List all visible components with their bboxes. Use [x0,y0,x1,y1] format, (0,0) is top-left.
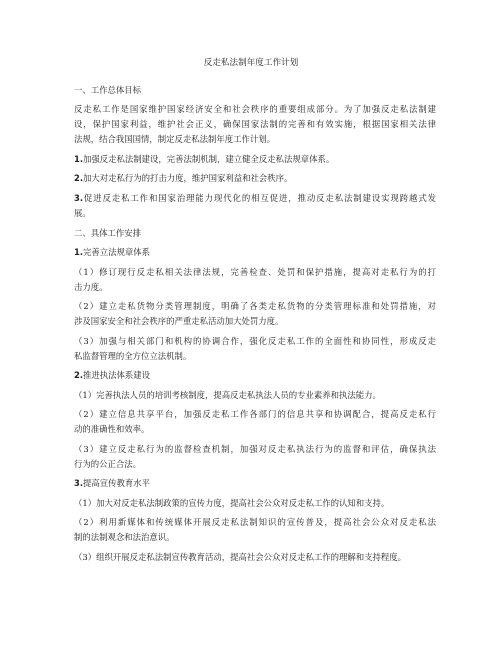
paragraph-line: 法规，结合我国国情，制定反走私法制年度工作计划。 [74,134,275,144]
goal-text: 加强反走私法制建设，完善法制机制，建立健全反走私法规章体系。 [83,154,335,164]
section-heading: 二、具体工作安排 [74,228,141,238]
subsection-heading: 2.推进执法体系建设 [74,370,151,380]
list-item: （2）建立走私货物分类管理制度，明确了各类走私货物的分类管理标准和处罚措施，对 [74,301,436,311]
goal-item [74,172,436,184]
list-item: （3）组织开展反走私法制宣传教育活动，提高社会公众对反走私工作的理解和支持程度。 [74,552,406,562]
list-item: （2）建立信息共享平台，加强反走私工作各部门的信息共享和协调配合，提高反走私行 [74,409,436,419]
goal-item [74,192,436,204]
list-item: 行为的公正合法。 [74,459,141,469]
list-item: 制的法制观念和法治意识。 [74,532,175,542]
list-item: （1）加大对反走私法制政策的宣传力度，提高社会公众对反走私工作的认知和支持。 [74,498,390,508]
goal-text: 加大对走私行为的打击力度，维护国家利益和社会秩序。 [83,173,293,183]
list-item: （2）利用新媒体和传统媒体开展反走私法制知识的宣传普及，提高社会公众对反走私法 [74,517,436,527]
list-item: （3）建立反走私行为的监督检查机制，加强对反走私执法行为的监督和评估，确保执法 [74,444,436,454]
goal-number: 1. [74,154,84,164]
document-title: 反走私法制年度工作计划 [203,58,299,68]
subsection-heading: 1.完善立法规章体系 [74,247,151,257]
list-item: （1）完善执法人员的培训考核制度，提高反走私执法人员的专业素养和执法能力。 [74,390,381,400]
list-item: 涉及国家安全和社会秩序的严重走私活动加大处罚力度。 [74,316,284,326]
list-item: 动的准确性和效率。 [74,424,150,434]
paragraph-line: 设，保护国家利益，维护社会正义，确保国家法制的完善和有效实施，根据国家相关法律 [74,119,436,129]
list-item: 击力度。 [74,282,108,292]
goal-text: 促进反走私工作和国家治理能力现代化的相互促进，推动反走私法制建设实现跨越式发 [83,193,436,203]
subsection-heading: 3.提高宣传教育水平 [74,478,151,488]
list-item: （3）加强与相关部门和机构的协调合作，强化反走私工作的全面性和协同性，形成反走 [74,336,436,346]
goal-number: 3. [74,193,84,203]
section-heading: 一、工作总体目标 [74,85,141,95]
list-item: （1）修订现行反走私相关法律法规，完善检查、处罚和保护措施，提高对走私行为的打 [74,267,436,277]
list-item: 私监督管理的全方位立法机制。 [74,351,192,361]
goal-item [74,153,436,165]
goal-number: 2. [74,173,84,183]
paragraph-line: 展。 [74,208,91,218]
paragraph-line: 反走私工作是国家维护国家经济安全和社会秩序的重要组成部分。为了加强反走私法制建 [74,104,436,114]
